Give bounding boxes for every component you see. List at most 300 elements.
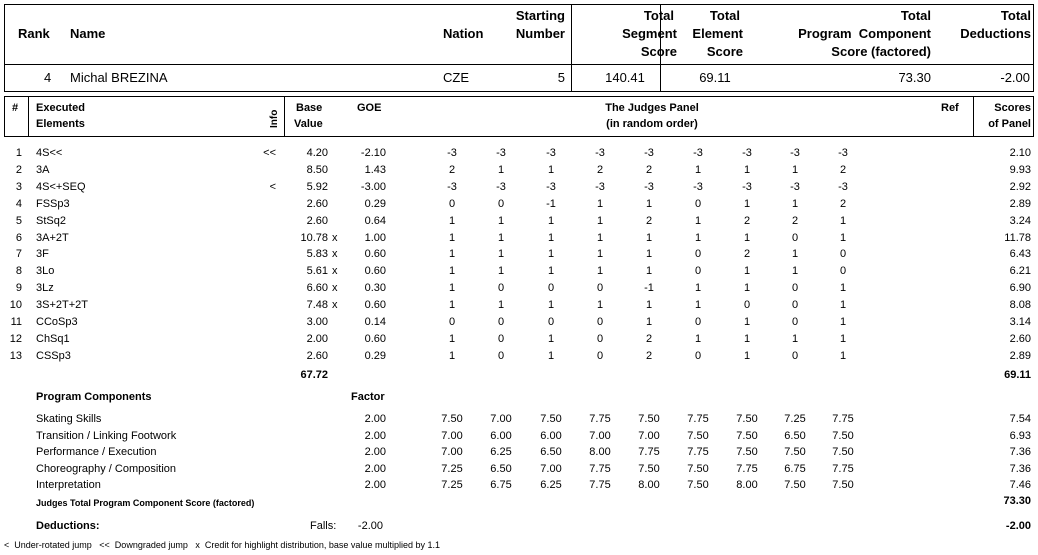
judge-mark: 0 <box>497 349 505 362</box>
total-deductions: -2.00 <box>1000 70 1030 85</box>
tes-label-3: Score <box>706 44 743 59</box>
judge-mark: 0 <box>791 299 799 312</box>
element-base-value: 2.60 <box>306 197 328 210</box>
element-code: ChSq1 <box>36 332 70 345</box>
judge-mark: 6.75 <box>784 462 806 475</box>
eh-left <box>4 96 5 137</box>
element-highlight-x: x <box>332 299 338 312</box>
judge-mark: 1 <box>448 265 456 278</box>
judge-mark: 1 <box>497 163 505 176</box>
element-base-value: 3.00 <box>306 316 328 328</box>
judge-mark: 1 <box>596 265 604 278</box>
element-number: 3 <box>15 180 22 193</box>
judge-mark: 0 <box>839 248 847 261</box>
judge-mark: 2 <box>596 163 604 176</box>
component-name: Choreography / Composition <box>36 462 177 475</box>
element-info: < <box>269 180 276 193</box>
element-base-value: 2.00 <box>306 332 328 345</box>
judge-mark: 1 <box>743 197 751 210</box>
col-info-label: Info <box>269 109 280 128</box>
judge-mark: 1 <box>448 332 456 345</box>
header-right-border <box>1033 4 1034 92</box>
judge-mark: 1 <box>596 299 604 312</box>
judge-mark: 1 <box>743 163 751 176</box>
judge-mark: 1 <box>645 197 653 210</box>
judge-mark: 1 <box>596 214 604 227</box>
rank-label: Rank <box>18 26 50 41</box>
component-name: Interpretation <box>36 479 101 492</box>
elements-header-bottom <box>4 136 1034 137</box>
judge-mark: 0 <box>497 316 505 328</box>
judge-mark: -1 <box>546 197 556 210</box>
ded-label-1: Total <box>1000 8 1031 23</box>
judge-mark: 1 <box>645 265 653 278</box>
judges-panel-label-1: The Judges Panel <box>605 102 699 114</box>
eh-sep-num <box>28 96 29 137</box>
judge-mark: 6.50 <box>540 446 562 459</box>
judge-mark: 6.50 <box>490 462 512 475</box>
judge-mark: 1 <box>645 248 653 261</box>
judge-mark: 1 <box>645 231 653 244</box>
judge-mark: -3 <box>838 147 848 159</box>
component-factor: 2.00 <box>364 429 386 442</box>
judge-mark: 7.50 <box>687 479 709 492</box>
judge-mark: 6.25 <box>490 446 512 459</box>
judge-mark: 1 <box>645 316 653 328</box>
tss-label-2: Segment <box>622 26 677 41</box>
judge-mark: 1 <box>791 332 799 345</box>
element-code: 3F <box>36 248 49 261</box>
judge-mark: 7.00 <box>490 413 512 425</box>
judge-mark: 1 <box>645 299 653 312</box>
element-number: 5 <box>15 214 22 227</box>
deductions-label: Deductions: <box>36 520 100 532</box>
element-score: 2.10 <box>1009 147 1031 159</box>
judge-mark: 2 <box>645 349 653 362</box>
judge-mark: 1 <box>547 231 555 244</box>
col-scores-label-1: Scores <box>994 102 1031 114</box>
element-number: 2 <box>15 163 22 176</box>
judge-mark: 7.50 <box>736 429 758 442</box>
pcs-total-score: 73.30 <box>1003 495 1031 507</box>
judge-mark: 7.25 <box>784 413 806 425</box>
judge-mark: 1 <box>547 248 555 261</box>
element-code: 4S<+SEQ <box>36 180 86 193</box>
element-code: StSq2 <box>36 214 66 227</box>
element-highlight-x: x <box>332 248 338 261</box>
element-base-value: 10.78 <box>300 231 328 244</box>
tes-label-2: Element <box>692 26 743 41</box>
element-code: 3A <box>36 163 50 176</box>
judge-mark: 0 <box>497 197 505 210</box>
skater-starting-number: 5 <box>557 70 565 85</box>
judge-mark: 0 <box>743 299 751 312</box>
element-score: 2.92 <box>1009 180 1031 193</box>
total-pcs: 73.30 <box>898 70 931 85</box>
judge-mark: 1 <box>694 299 702 312</box>
element-goe: 0.29 <box>364 349 386 362</box>
judge-mark: 7.75 <box>638 446 660 459</box>
judge-mark: 1 <box>547 332 555 345</box>
judge-mark: 7.75 <box>687 413 709 425</box>
judge-mark: 7.00 <box>638 429 660 442</box>
judge-mark: 1 <box>547 163 555 176</box>
judge-mark: 0 <box>791 231 799 244</box>
judge-mark: 0 <box>448 316 456 328</box>
judge-mark: 1 <box>791 248 799 261</box>
starting-label-2: Number <box>515 26 565 41</box>
judge-mark: 1 <box>448 231 456 244</box>
judge-mark: 1 <box>497 248 505 261</box>
judge-mark: 7.50 <box>687 429 709 442</box>
element-number: 1 <box>15 147 22 159</box>
component-factor: 2.00 <box>364 446 386 459</box>
components-label: Program Components <box>36 391 152 403</box>
judge-mark: 1 <box>547 265 555 278</box>
judge-mark: 1 <box>694 282 702 295</box>
factor-label: Factor <box>351 391 385 403</box>
judge-mark: 7.50 <box>736 446 758 459</box>
judge-mark: 1 <box>791 197 799 210</box>
judge-mark: 2 <box>645 163 653 176</box>
deductions-total: -2.00 <box>1005 520 1031 532</box>
judge-mark: -3 <box>790 147 800 159</box>
header-bottom-border <box>4 91 1034 92</box>
judge-mark: 7.50 <box>638 413 660 425</box>
total-element-score: 69.11 <box>699 70 731 85</box>
element-score: 9.93 <box>1009 163 1031 176</box>
judge-mark: 1 <box>596 197 604 210</box>
elements-header-top <box>4 96 1034 97</box>
judge-mark: -3 <box>496 180 506 193</box>
element-code: 3Lo <box>36 265 55 278</box>
element-code: 3A+2T <box>36 231 69 244</box>
judge-mark: 7.50 <box>784 446 806 459</box>
judge-mark: 1 <box>839 282 847 295</box>
tss-label-3: Score <box>640 44 677 59</box>
judge-mark: 7.50 <box>441 413 463 425</box>
element-goe: 0.60 <box>364 248 386 261</box>
element-highlight-x: x <box>332 282 338 295</box>
eh-right <box>1033 96 1034 137</box>
judge-mark: 0 <box>791 316 799 328</box>
judge-mark: -3 <box>546 180 556 193</box>
judge-mark: 1 <box>448 248 456 261</box>
element-goe: 0.14 <box>364 316 386 328</box>
element-number: 6 <box>15 231 22 244</box>
pcs-label-3: Score (factored) <box>831 44 931 59</box>
judge-mark: 7.75 <box>589 413 611 425</box>
col-ref-label: Ref <box>941 102 959 114</box>
component-name: Performance / Execution <box>36 446 157 459</box>
element-base-value: 2.60 <box>306 349 328 362</box>
element-goe: 0.60 <box>364 299 386 312</box>
element-base-value: 5.92 <box>306 180 328 193</box>
element-number: 7 <box>15 248 22 261</box>
component-score: 7.36 <box>1009 462 1031 475</box>
judge-mark: 7.00 <box>441 446 463 459</box>
judge-mark: 1 <box>743 349 751 362</box>
element-number: 12 <box>9 332 22 345</box>
judge-mark: 1 <box>497 231 505 244</box>
judge-mark: 6.50 <box>784 429 806 442</box>
judge-mark: 1 <box>743 316 751 328</box>
element-score: 8.08 <box>1009 299 1031 312</box>
judge-mark: 1 <box>448 282 456 295</box>
judge-mark: 2 <box>645 214 653 227</box>
judge-mark: 1 <box>694 231 702 244</box>
tes-label-1: Total <box>709 8 740 23</box>
element-goe: 0.60 <box>364 332 386 345</box>
judge-mark: 6.25 <box>540 479 562 492</box>
element-score: 11.78 <box>1004 231 1031 244</box>
judge-mark: 1 <box>839 332 847 345</box>
element-goe: 0.29 <box>364 197 386 210</box>
skater-name: Michal BREZINA <box>70 70 168 85</box>
judge-mark: 7.00 <box>589 429 611 442</box>
component-name: Transition / Linking Footwork <box>36 429 177 442</box>
judge-mark: 1 <box>743 231 751 244</box>
judge-mark: 1 <box>547 299 555 312</box>
element-code: 3S+2T+2T <box>36 299 88 312</box>
element-code: CCoSp3 <box>36 316 78 328</box>
judge-mark: 0 <box>497 282 505 295</box>
judge-mark: -3 <box>838 180 848 193</box>
judge-mark: 7.50 <box>687 462 709 475</box>
judge-mark: 7.50 <box>832 429 854 442</box>
skater-rank: 4 <box>44 70 52 85</box>
judge-mark: 0 <box>694 349 702 362</box>
judge-mark: 1 <box>497 214 505 227</box>
judge-mark: 8.00 <box>736 479 758 492</box>
judge-mark: 7.25 <box>441 462 463 475</box>
element-base-value: 5.83 <box>306 248 328 261</box>
element-goe: -2.10 <box>360 147 386 159</box>
ded-label-2: Deductions <box>960 26 1031 41</box>
judge-mark: 2 <box>448 163 456 176</box>
judge-mark: 7.50 <box>736 413 758 425</box>
judge-mark: 0 <box>694 316 702 328</box>
element-number: 9 <box>15 282 22 295</box>
col-executed-label-1: Executed <box>36 102 85 114</box>
judge-mark: 1 <box>839 299 847 312</box>
judge-mark: 1 <box>497 265 505 278</box>
judge-mark: -3 <box>546 147 556 159</box>
col-base-label-1: Base <box>296 102 323 114</box>
judge-mark: 8.00 <box>638 479 660 492</box>
component-score: 7.36 <box>1009 446 1031 459</box>
element-highlight-x: x <box>332 265 338 278</box>
element-goe: 0.30 <box>364 282 386 295</box>
judge-mark: 0 <box>448 197 456 210</box>
judge-mark: 0 <box>694 248 702 261</box>
component-factor: 2.00 <box>364 479 386 492</box>
pcs-label-2: Program Component <box>798 26 931 41</box>
element-score: 6.90 <box>1009 282 1031 295</box>
element-code: 4S<< <box>36 147 63 159</box>
judge-mark: 7.75 <box>589 462 611 475</box>
judge-mark: 6.00 <box>540 429 562 442</box>
judge-mark: -3 <box>595 147 605 159</box>
element-number: 4 <box>15 197 22 210</box>
judge-mark: 8.00 <box>589 446 611 459</box>
judge-mark: 1 <box>791 265 799 278</box>
judge-mark: 0 <box>694 265 702 278</box>
judge-mark: 0 <box>791 349 799 362</box>
judge-mark: 1 <box>839 316 847 328</box>
judge-mark: 0 <box>596 316 604 328</box>
element-base-value: 8.50 <box>306 163 328 176</box>
judge-mark: 7.75 <box>589 479 611 492</box>
judge-mark: 2 <box>839 197 847 210</box>
judge-mark: 1 <box>448 299 456 312</box>
element-base-value: 5.61 <box>306 265 328 278</box>
judge-mark: 2 <box>743 214 751 227</box>
component-factor: 2.00 <box>364 462 386 475</box>
nation-label: Nation <box>443 26 484 41</box>
judge-mark: 7.00 <box>540 462 562 475</box>
component-score: 6.93 <box>1009 429 1031 442</box>
judge-mark: 1 <box>839 349 847 362</box>
falls-value: -2.00 <box>357 520 383 532</box>
judge-mark: 6.00 <box>490 429 512 442</box>
judge-mark: 1 <box>839 231 847 244</box>
component-score: 7.54 <box>1009 413 1031 425</box>
element-base-value: 2.60 <box>306 214 328 227</box>
judge-mark: 7.75 <box>832 413 854 425</box>
judge-mark: 2 <box>645 332 653 345</box>
judge-mark: 7.50 <box>832 446 854 459</box>
element-score: 2.89 <box>1009 349 1031 362</box>
judge-mark: 0 <box>839 265 847 278</box>
header-sep-1 <box>571 4 572 92</box>
element-base-value: 7.48 <box>306 299 328 312</box>
element-score: 6.43 <box>1009 248 1031 261</box>
element-goe: 1.00 <box>364 231 386 244</box>
falls-label: Falls: <box>310 520 337 532</box>
legend-footnote: < Under-rotated jump << Downgraded jump x Credit for highlight distribution, base value multiplied by 1.1 <box>4 540 440 550</box>
judge-mark: 7.50 <box>832 479 854 492</box>
element-highlight-x: x <box>332 231 338 244</box>
element-score: 3.14 <box>1009 316 1031 328</box>
name-label: Name <box>70 26 106 41</box>
judge-mark: 7.50 <box>540 413 562 425</box>
judge-mark: 0 <box>497 332 505 345</box>
element-score: 3.24 <box>1009 214 1031 227</box>
judge-mark: -3 <box>496 147 506 159</box>
element-code: FSSp3 <box>36 197 70 210</box>
judge-mark: 0 <box>791 282 799 295</box>
tss-label-1: Total <box>643 8 674 23</box>
judge-mark: 1 <box>448 214 456 227</box>
judge-mark: -3 <box>693 147 703 159</box>
judge-mark: 7.25 <box>441 479 463 492</box>
element-code: 3Lz <box>36 282 54 295</box>
col-num-label: # <box>12 102 19 114</box>
element-number: 10 <box>9 299 22 312</box>
judge-mark: -1 <box>644 282 654 295</box>
judge-mark: 1 <box>694 163 702 176</box>
judge-mark: 7.50 <box>638 462 660 475</box>
col-executed-label-2: Elements <box>36 118 85 130</box>
judge-mark: 1 <box>547 214 555 227</box>
element-info: << <box>263 147 276 159</box>
col-base-label-2: Value <box>294 118 323 130</box>
judge-mark: 6.75 <box>490 479 512 492</box>
judge-mark: 0 <box>547 282 555 295</box>
judge-mark: -3 <box>595 180 605 193</box>
eh-sep-info <box>284 96 285 137</box>
judge-mark: 7.75 <box>736 462 758 475</box>
element-goe: 1.43 <box>364 163 386 176</box>
pcs-label-1: Total <box>900 8 931 23</box>
judge-mark: 0 <box>596 349 604 362</box>
header-divider <box>4 64 1034 65</box>
judge-mark: 1 <box>596 248 604 261</box>
elements-score-total: 69.11 <box>1004 369 1031 381</box>
judge-mark: 2 <box>791 214 799 227</box>
starting-label-1: Starting <box>515 8 565 23</box>
judges-panel-label-2: (in random order) <box>606 118 698 130</box>
pcs-total-label: Judges Total Program Component Score (factored) <box>36 498 255 508</box>
component-score: 7.46 <box>1009 479 1031 492</box>
element-base-value: 4.20 <box>306 147 328 159</box>
judge-mark: 7.75 <box>687 446 709 459</box>
judge-mark: 1 <box>743 282 751 295</box>
judge-mark: 1 <box>791 163 799 176</box>
skater-nation: CZE <box>443 70 469 85</box>
judge-mark: -3 <box>742 147 752 159</box>
judge-mark: 7.50 <box>784 479 806 492</box>
judge-mark: 2 <box>743 248 751 261</box>
element-score: 2.60 <box>1009 332 1031 345</box>
eh-sep-scores <box>973 96 974 137</box>
judge-mark: -3 <box>447 180 457 193</box>
judge-mark: -3 <box>742 180 752 193</box>
judge-mark: -3 <box>447 147 457 159</box>
judge-mark: 7.75 <box>832 462 854 475</box>
element-number: 11 <box>10 316 22 328</box>
judge-mark: -3 <box>790 180 800 193</box>
element-number: 13 <box>9 349 22 362</box>
judge-mark: 0 <box>596 332 604 345</box>
base-value-total: 67.72 <box>300 369 328 381</box>
col-scores-label-2: of Panel <box>988 118 1031 130</box>
element-score: 6.21 <box>1009 265 1031 278</box>
judge-mark: 1 <box>839 214 847 227</box>
judge-mark: 1 <box>694 214 702 227</box>
judge-mark: -3 <box>644 180 654 193</box>
judge-mark: 7.00 <box>441 429 463 442</box>
judge-mark: -3 <box>644 147 654 159</box>
judge-mark: 1 <box>547 349 555 362</box>
judge-mark: 1 <box>497 299 505 312</box>
header-top-border <box>4 4 1034 5</box>
component-name: Skating Skills <box>36 413 102 425</box>
element-goe: -3.00 <box>360 180 386 193</box>
element-score: 2.89 <box>1009 197 1031 210</box>
element-goe: 0.60 <box>364 265 386 278</box>
header-left-border <box>4 4 5 92</box>
total-segment-score: 140.41 <box>605 70 645 85</box>
element-goe: 0.64 <box>364 214 386 227</box>
col-goe-label: GOE <box>357 102 382 114</box>
judge-mark: 1 <box>743 332 751 345</box>
element-number: 8 <box>15 265 22 278</box>
judge-mark: 0 <box>596 282 604 295</box>
judge-mark: 1 <box>448 349 456 362</box>
judge-mark: 1 <box>743 265 751 278</box>
